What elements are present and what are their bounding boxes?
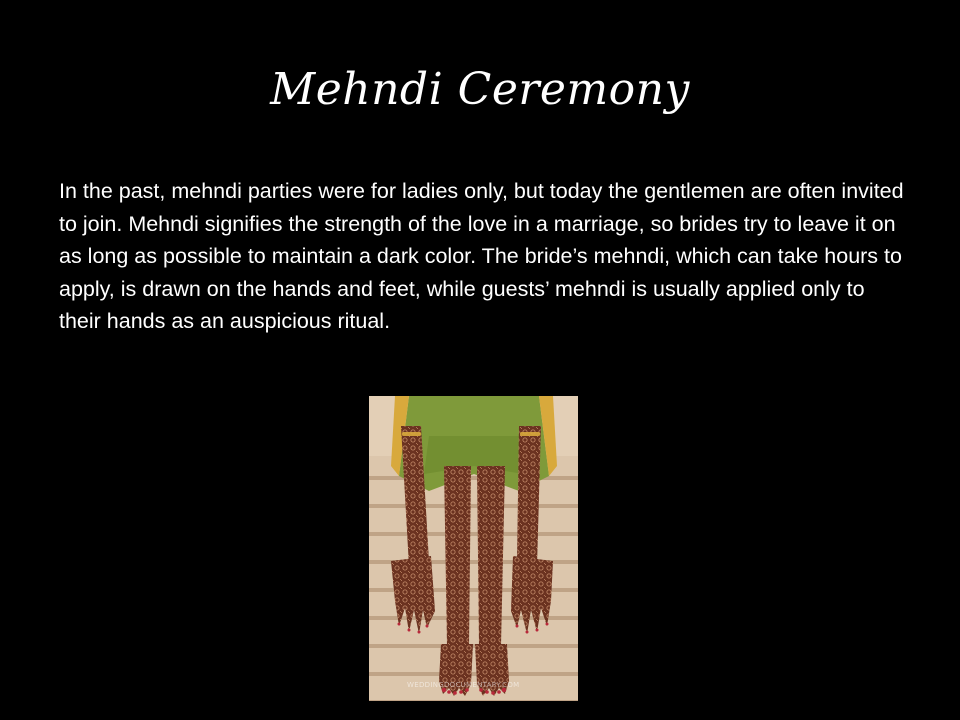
slide-title: Mehndi Ceremony [270,64,690,115]
mehndi-photo [369,396,578,701]
slide-body-text: In the past, mehndi parties were for ladies only, but today the gentlemen are often invited to join. Mehndi signifies the strength of the love in a marriage, so brides try to leave it on as long as possible to maintain a dark color. The bride’s mehndi, which can take hours to apply, is drawn on the hands and feet, while guests’ mehndi is usually applied only to their hands as an auspicious ritual. [59,179,904,333]
photo-watermark: WEDDINGDOCUMENTARY.COM [407,681,520,689]
mehndi-photo-illustration [369,396,578,701]
